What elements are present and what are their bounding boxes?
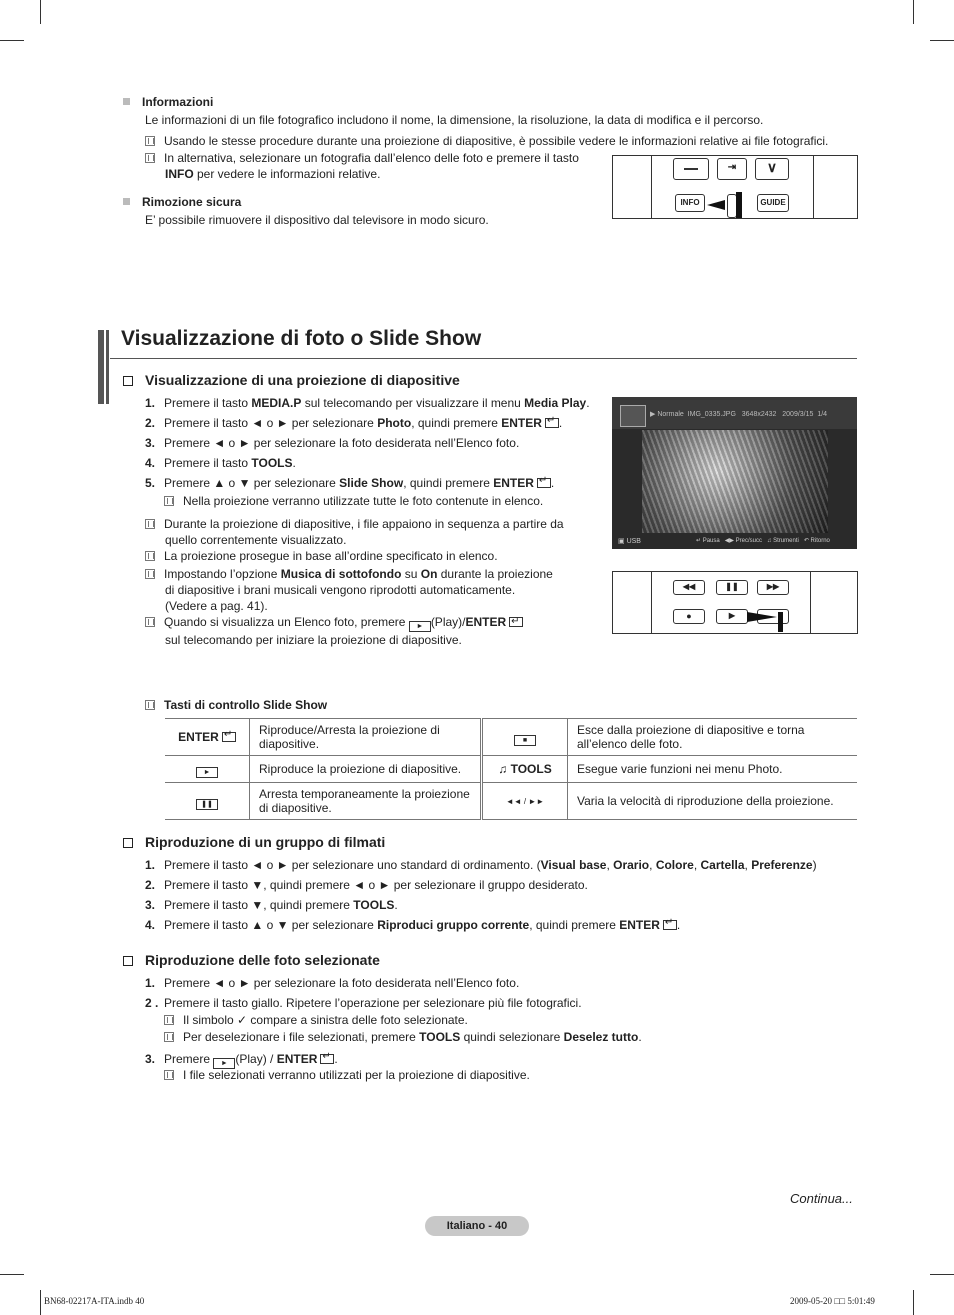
forward-button[interactable]: ▶▶ (757, 580, 789, 595)
info-heading: Informazioni (123, 95, 213, 109)
checkbox-bullet-icon (123, 956, 133, 966)
safe-remove-text: E’ possibile rimuovere il dispositivo dal televisore in modo sicuro. (145, 213, 489, 227)
selected-step-2-note-2: Per deselezionare i file selezionati, premere TOOLS quindi selezionare Deselez tutto. (164, 1030, 642, 1044)
table-row: ENTER↵ Riproduce/Arresta la proiezione di diapositive. ■ Esce dalla proiezione di diapositive e torna all’elenco delle foto. (165, 719, 857, 756)
info-note-1: Usando le stesse procedure durante una proiezione di diapositive, è possibile vedere le informazioni relative ai file fotografici. (145, 134, 828, 148)
bullet-square-icon (123, 98, 130, 105)
enter-icon (537, 478, 551, 488)
note-icon (145, 519, 155, 529)
remote-illustration-info: ⇥ ∨ INFO GUIDE (612, 155, 858, 219)
note-icon (145, 617, 155, 627)
table-row: ► Riproduce la proiezione di diapositive. ♫ TOOLS Esegue varie funzioni nei menu Photo. (165, 756, 857, 783)
group-step-3: 3. Premere il tasto ▼, quindi premere TOOLS. (145, 898, 398, 912)
subheading-group: Riproduzione di un gruppo di filmati (123, 834, 385, 850)
group-step-2: 2. Premere il tasto ▼, quindi premere ◄ o ► per selezionare il gruppo desiderato. (145, 878, 588, 892)
screen-res: 3648x2432 (741, 411, 777, 418)
bullet-square-icon (123, 198, 130, 205)
info-text: Le informazioni di un file fotografico includono il nome, la dimensione, la risoluzione, la data di modifica e il percorso. (145, 113, 764, 127)
checkmark-icon: ✓ (237, 1013, 248, 1027)
footer-timestamp: 2009-05-20 □□ 5:01:49 (790, 1296, 875, 1306)
step-5: 5. Premere ▲ o ▼ per selezionare Slide Show, quindi premere ENTER↵ . (145, 476, 554, 490)
guide-button[interactable]: GUIDE (757, 194, 789, 212)
arrow-pointer-icon (747, 612, 777, 622)
group-step-4: 4. Premere il tasto ▲ o ▼ per selezionare Riproduci gruppo corrente, quindi premere ENTER↵ . (145, 918, 680, 932)
enter-icon (222, 732, 236, 742)
checkbox-bullet-icon (123, 838, 133, 848)
note-a: Durante la proiezione di diapositive, i file appaiono in sequenza a partire da quello correntemente visualizzato. (145, 516, 564, 548)
rewind-forward-icon: ◄◄ / ►► (482, 783, 568, 820)
continua-label: Continua... (790, 1191, 853, 1206)
photo-icon (620, 405, 646, 427)
note-icon (145, 700, 155, 710)
screen-usb: USB (626, 538, 641, 545)
selected-step-3-note: I file selezionati verranno utilizzati per la proiezione di diapositive. (164, 1068, 530, 1082)
note-icon (145, 136, 155, 146)
step-3: 3. Premere ◄ o ► per selezionare la foto desiderata nell’Elenco foto. (145, 436, 520, 450)
note-b: La proiezione prosegue in base all’ordine specificato in elenco. (145, 549, 498, 563)
info-note-2: In alternativa, selezionare un fotografia dall’elenco delle foto e premere il tasto INFO per vedere le informazioni relative. (145, 150, 605, 182)
selected-step-2: 2 . Premere il tasto giallo. Ripetere l’operazione per selezionare più file fotografici. (145, 996, 582, 1010)
subheading-slideshow: Visualizzazione di una proiezione di diapositive (123, 372, 460, 388)
note-icon (145, 569, 155, 579)
photo-preview (642, 430, 828, 533)
step-1: 1. Premere il tasto MEDIA.P sul telecomando per visualizzare il menu Media Play. (145, 396, 590, 410)
subheading-selected: Riproduzione delle foto selezionate (123, 952, 380, 968)
selected-step-1: 1. Premere ◄ o ► per selezionare la foto desiderata nell’Elenco foto. (145, 976, 520, 990)
rewind-button[interactable]: ◀◀ (673, 580, 705, 595)
play-icon: ► (213, 1058, 235, 1069)
group-step-1: 1. Premere il tasto ◄ o ► per selezionare uno standard di ordinamento. (Visual base, Orario, Colore, Cartella, Preferenze) (145, 858, 817, 872)
note-d: Quando si visualizza un Elenco foto, premere ► (Play)/ENTER↵ sul telecomando per iniziare la proiezione di diapositive. (145, 614, 523, 648)
stop-icon: ■ (514, 735, 536, 746)
selected-step-3: 3. Premere ► (Play) / ENTER↵ . (145, 1052, 338, 1069)
remote-illustration-playback (612, 571, 858, 634)
step-4: 4. Premere il tasto TOOLS. (145, 456, 296, 470)
step-2: 2. Premere il tasto ◄ o ► per selezionare Photo, quindi premere ENTER↵ . (145, 416, 562, 430)
play-icon: ► (196, 767, 218, 778)
note-icon (164, 1015, 174, 1025)
section-title: Visualizzazione di foto o Slide Show (121, 327, 482, 350)
note-icon (164, 1032, 174, 1042)
tv-screen-illustration: ▶ Normale IMG_0335.JPG 3648x2432 2009/3/15 1/4 ▣ USB ↵ Pausa ◀▶ Prec/succ ♫ Strumenti ↶ Ritorno (612, 397, 857, 549)
screen-count: 1/4 (817, 411, 828, 418)
note-icon (145, 153, 155, 163)
info-button[interactable]: INFO (675, 194, 705, 212)
pause-icon: ❚❚ (196, 799, 218, 810)
play-button[interactable]: ▶ (716, 609, 748, 624)
arrow-pointer-icon (707, 200, 725, 210)
enter-icon (509, 617, 523, 627)
controls-heading: Tasti di controllo Slide Show (145, 698, 327, 712)
enter-icon (545, 418, 559, 428)
screen-date: 2009/3/15 (782, 411, 814, 418)
selected-step-2-note-1: Il simbolo ✓ compare a sinistra delle foto selezionate. (164, 1013, 468, 1027)
screen-file: IMG_0335.JPG (687, 411, 736, 418)
note-icon (164, 496, 174, 506)
pause-button[interactable]: ❚❚ (716, 580, 748, 595)
footer-filename: BN68-02217A-ITA.indb 40 (44, 1296, 145, 1306)
step-5-note: Nella proiezione verranno utilizzate tutte le foto contenute in elenco. (164, 494, 543, 508)
checkbox-bullet-icon (123, 376, 133, 386)
safe-remove-heading: Rimozione sicura (123, 195, 241, 209)
table-row: ❚❚ Arresta temporaneamente la proiezione di diapositive. ◄◄ / ►► Varia la velocità di riproduzione della proiezione. (165, 783, 857, 820)
screen-mode: Normale (657, 411, 684, 418)
note-c: Impostando l’opzione Musica di sottofondo su On durante la proiezione di diapositive i brani musicali vengono riprodotti automaticamente. (Vedere a pag. 41). (145, 566, 553, 614)
play-icon: ► (409, 621, 431, 632)
controls-table (165, 718, 857, 820)
note-icon (164, 1070, 174, 1080)
note-icon (145, 551, 155, 561)
record-button[interactable]: ● (673, 609, 705, 624)
page-number-badge: Italiano - 40 (425, 1216, 529, 1236)
enter-icon (320, 1054, 334, 1064)
enter-icon (663, 920, 677, 930)
